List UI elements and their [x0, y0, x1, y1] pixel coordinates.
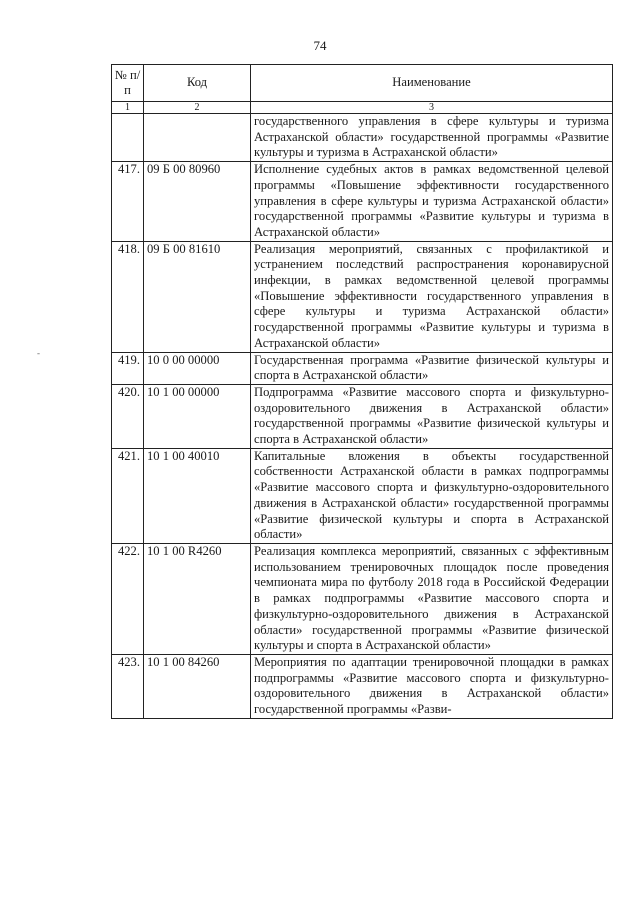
row-number: 421. [112, 448, 144, 543]
header-index-1: 1 [112, 102, 144, 114]
row-name: Реализация комплекса мероприятий, связанных с эффективным использованием тренировочных площадок после проведения чемпионата мира по футболу 2018 года в Российской Федерации в рамках подпрограммы «Развитие массового спорта и физкультурно-оздоровительного движения в Астраханской области» государственной программы «Развитие физической культуры и спорта в Астраханской области» [251, 543, 613, 654]
header-num: № п/п [112, 65, 144, 102]
table-row [112, 114, 613, 162]
header-row [112, 65, 613, 102]
row-name: Исполнение судебных актов в рамках ведомственной целевой программы «Повышение эффективности государственного управления в сфере культуры и туризма Астраханской области» государственной программы «Развитие культуры и туризма в Астраханской области» [251, 162, 613, 242]
row-number: 417. [112, 162, 144, 242]
header-index-3: 3 [251, 102, 613, 114]
table-row [112, 543, 613, 654]
table-row [112, 162, 613, 242]
row-code [144, 114, 251, 162]
row-code: 10 0 00 00000 [144, 352, 251, 384]
row-code: 10 1 00 40010 [144, 448, 251, 543]
row-code: 10 1 00 84260 [144, 654, 251, 718]
row-number: 418. [112, 241, 144, 352]
table-row [112, 241, 613, 352]
row-number: 419. [112, 352, 144, 384]
page-number: 74 [313, 38, 327, 53]
table-body [112, 114, 613, 719]
header-name: Наименование [251, 65, 613, 102]
row-name: Реализация мероприятий, связанных с профилактикой и устранением последствий распространения коронавирусной инфекции, в рамках ведомственной целевой программы «Повышение эффективности государственного управления в сфере культуры и туризма Астраханской области» государственной программы «Развитие культуры и туризма в Астраханской области» [251, 241, 613, 352]
header-index-2: 2 [144, 102, 251, 114]
budget-codes-table [111, 64, 613, 719]
row-number: 420. [112, 384, 144, 448]
row-number: 422. [112, 543, 144, 654]
row-code: 09 Б 00 81610 [144, 241, 251, 352]
row-name: Мероприятия по адаптации тренировочной площадки в рамках подпрограммы «Развитие массового спорта и физкультурно-оздоровительного движения в Астраханской области» государственной программы «Разви- [251, 654, 613, 718]
row-number [112, 114, 144, 162]
header-code: Код [144, 65, 251, 102]
row-code: 10 1 00 00000 [144, 384, 251, 448]
row-name: государственного управления в сфере культуры и туризма Астраханской области» государственной программы «Развитие культуры и туризма в Астраханской области» [251, 114, 613, 162]
header-index-row [112, 102, 613, 114]
row-name: Капитальные вложения в объекты государственной собственности Астраханской области в рамках подпрограммы «Развитие массового спорта и физкультурно-оздоровительного движения в Астраханской области» государственной программы «Развитие физической культуры и спорта в Астраханской области» [251, 448, 613, 543]
row-name: Государственная программа «Развитие физической культуры и спорта в Астраханской области» [251, 352, 613, 384]
row-number: 423. [112, 654, 144, 718]
row-name: Подпрограмма «Развитие массового спорта и физкультурно-оздоровительного движения в Астраханской области» государственной программы «Развитие физической культуры и спорта в Астраханской области» [251, 384, 613, 448]
table-row [112, 352, 613, 384]
row-code: 10 1 00 R4260 [144, 543, 251, 654]
row-code: 09 Б 00 80960 [144, 162, 251, 242]
margin-mark: - [37, 348, 40, 358]
table-row [112, 448, 613, 543]
table-header [112, 65, 613, 114]
table-row [112, 384, 613, 448]
table-row [112, 654, 613, 718]
